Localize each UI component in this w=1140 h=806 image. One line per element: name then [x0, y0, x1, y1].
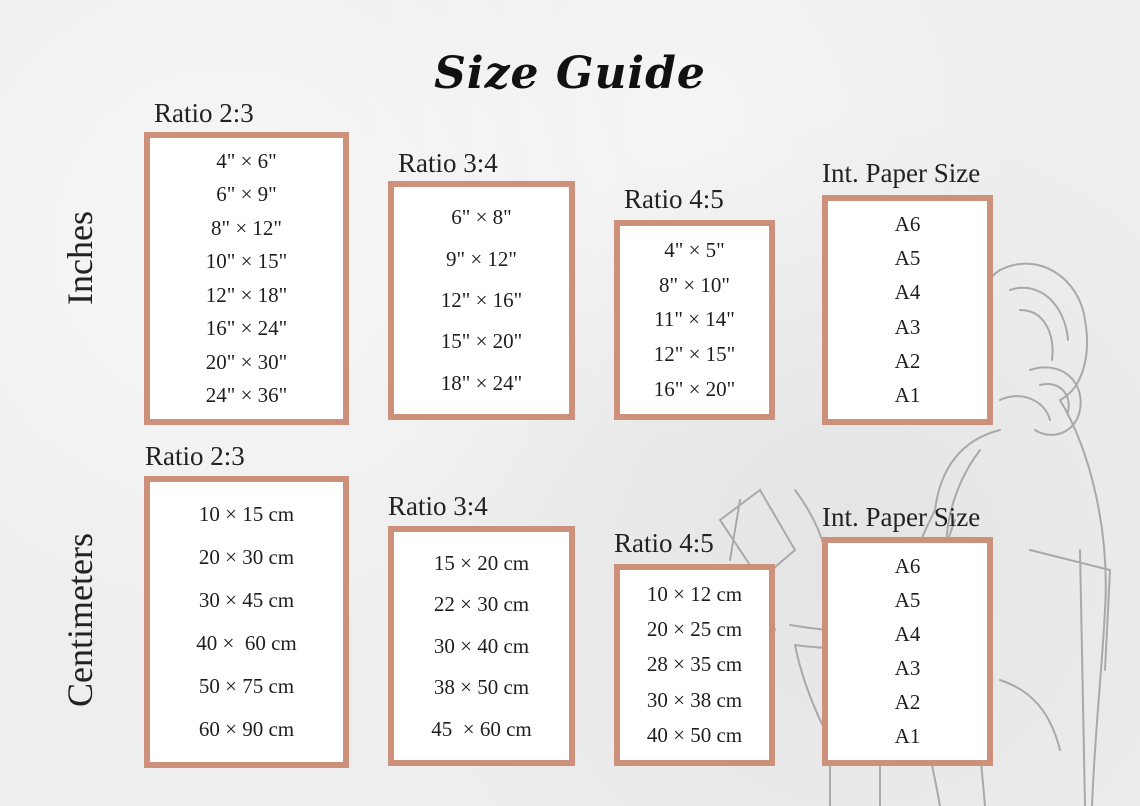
cm-ratio-2-3-label: Ratio 2:3 [145, 441, 245, 471]
inches-paper-size-box [822, 195, 993, 425]
size-item: A2 [894, 348, 921, 373]
size-item: 4" × 5" [664, 237, 725, 262]
size-item: A5 [894, 246, 921, 271]
size-item: 9" × 12" [446, 246, 517, 271]
size-item: 22 × 30 cm [433, 592, 530, 616]
inches-ratio-4-5-label: Ratio 4:5 [624, 184, 724, 214]
cm-ratio-4-5-label: Ratio 4:5 [614, 528, 714, 558]
size-item: 50 × 75 cm [198, 674, 295, 698]
size-item: 12" × 16" [440, 287, 523, 312]
inches-ratio-3-4-box [388, 181, 575, 420]
size-item: A5 [894, 588, 921, 612]
cm-ratio-3-4-label: Ratio 3:4 [388, 491, 488, 521]
size-item: A6 [894, 554, 921, 578]
inches-paper-size-label: Int. Paper Size [822, 158, 981, 188]
cm-paper-size-label: Int. Paper Size [822, 502, 981, 532]
size-item: 24" × 36" [205, 383, 288, 408]
size-item: A6 [894, 212, 921, 237]
cm-ratio-4-5-box [614, 564, 775, 766]
size-item: 15" × 20" [440, 329, 523, 354]
size-item: A3 [894, 314, 921, 339]
size-item: A4 [894, 280, 921, 305]
size-item: 6" × 8" [451, 205, 512, 230]
size-item: 10" × 15" [205, 249, 288, 274]
size-item: 30 × 38 cm [646, 687, 743, 712]
size-item: 20 × 30 cm [198, 545, 295, 569]
size-item: A1 [894, 382, 921, 407]
inches-ratio-2-3-label: Ratio 2:3 [154, 98, 254, 128]
size-item: 30 × 40 cm [433, 633, 530, 658]
inches-side-label: Inches [60, 211, 100, 305]
size-item: 12" × 15" [653, 342, 736, 367]
size-item: 6" × 9" [216, 182, 277, 207]
size-item: A1 [894, 724, 921, 748]
size-item: 30 × 45 cm [198, 588, 295, 612]
size-item: 45 × 60 cm [431, 716, 532, 741]
page-title: Size Guide [434, 48, 706, 99]
size-item: A3 [894, 656, 921, 680]
inches-ratio-3-4-label: Ratio 3:4 [398, 148, 498, 178]
size-item: 38 × 50 cm [433, 675, 530, 699]
size-item: 20 × 25 cm [646, 617, 743, 642]
inches-ratio-4-5-box [614, 220, 775, 420]
size-item: 20" × 30" [205, 349, 288, 374]
size-item: 40 × 60 cm [196, 631, 297, 655]
size-item: 16" × 24" [205, 316, 288, 341]
size-item: 40 × 50 cm [646, 722, 743, 747]
size-item: A2 [894, 690, 921, 714]
centimeters-side-label: Centimeters [60, 533, 100, 707]
size-item: 60 × 90 cm [198, 717, 295, 741]
size-item: 18" × 24" [440, 370, 523, 395]
cm-ratio-3-4-box [388, 526, 575, 766]
inches-ratio-2-3-box [144, 132, 349, 425]
size-item: 28 × 35 cm [646, 652, 743, 677]
size-item: 4" × 6" [216, 148, 277, 173]
cm-paper-size-box [822, 537, 993, 766]
size-item: 12" × 18" [205, 282, 288, 307]
size-item: 10 × 12 cm [646, 582, 743, 607]
size-item: 15 × 20 cm [433, 550, 530, 575]
size-item: 10 × 15 cm [198, 502, 295, 526]
size-item: 8" × 12" [211, 215, 282, 240]
size-item: 16" × 20" [653, 377, 736, 402]
size-item: A4 [894, 622, 921, 646]
size-item: 11" × 14" [654, 307, 735, 332]
cm-ratio-2-3-box [144, 476, 349, 768]
size-item: 8" × 10" [659, 272, 730, 297]
